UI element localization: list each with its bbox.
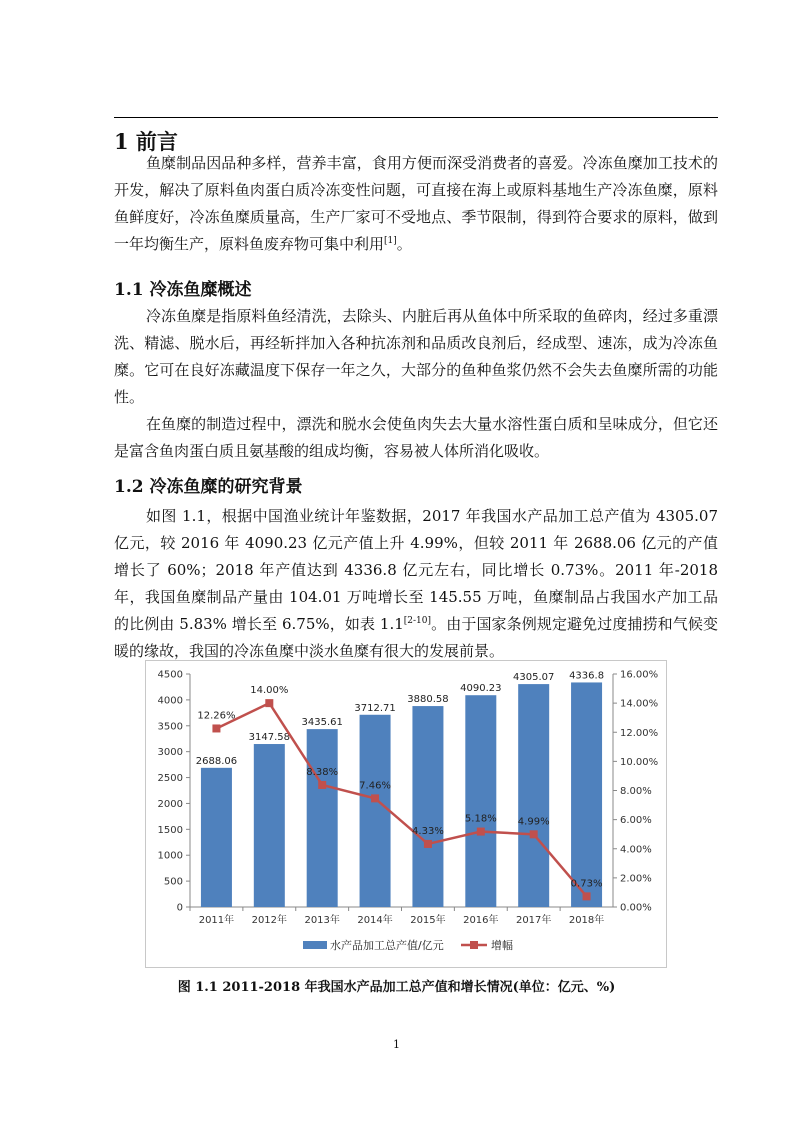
right-tick-label: 6.00% xyxy=(620,815,652,827)
legend-label-bar: 水产品加工总产值/亿元 xyxy=(330,939,444,952)
combo-chart xyxy=(146,661,666,967)
left-tick-label: 1500 xyxy=(157,824,183,836)
legend-swatch-marker xyxy=(470,941,478,949)
growth-marker xyxy=(530,830,538,838)
bar-value-label: 3435.61 xyxy=(301,717,343,729)
background-text-end: 。由于国家条例规定避免过度捕捞和气候变暖的缘故，我国的冷冻鱼糜中淡水鱼糜有很大的发展前景。 xyxy=(114,615,718,660)
background-text: 如图 1.1，根据中国渔业统计年鉴数据，2017 年我国水产品加工总产值为 4305.07 亿元，较 2016 年 4090.23 亿元产值上升 4.99%，但较 2011 年 2688.06 亿元的产值增长了 60%；2018 年产值达到 4336.8 亿元左右，同比增长 0.73%。2011 年-2018 年，我国鱼糜制品产量由 104.01 万吨增长至 145.55 万吨，鱼糜制品占我国水产加工品的比例由 5.83% 增长至 6.75%，如表 1.1 xyxy=(114,507,718,633)
bar xyxy=(412,706,443,907)
growth-marker xyxy=(583,892,591,900)
right-tick-label: 4.00% xyxy=(620,844,652,856)
background-paragraph xyxy=(114,503,718,665)
x-tick-label: 2012年 xyxy=(251,915,288,926)
growth-value-label: 12.26% xyxy=(197,710,236,722)
growth-marker xyxy=(371,794,379,802)
growth-value-label: 8.38% xyxy=(306,766,339,778)
overview-paragraph-1: 冷冻鱼糜是指原料鱼经清洗，去除头、内脏后再从鱼体中所采取的鱼碎肉，经过多重漂洗、精滤、脱水后，再经斩拌加入各种抗冻剂和品质改良剂后，经成型、速冻，成为冷冻鱼糜。它可在良好冻藏温度下保存一年之久，大部分的鱼种鱼浆仍然不会失去鱼糜所需的功能性。 xyxy=(114,307,718,406)
x-tick-label: 2014年 xyxy=(357,915,393,926)
header-rule xyxy=(114,117,718,118)
legend-label-line: 增幅 xyxy=(491,939,513,952)
intro-text: 鱼糜制品因品种多样，营养丰富，食用方便而深受消费者的喜爱。冷冻鱼糜加工技术的开发，解决了原料鱼肉蛋白质冷冻变性问题，可直接在海上或原料基地生产冷冻鱼糜，原料鱼鲜度好，冷冻鱼糜质量高，生产厂家可不受地点、季节限制，得到符合要求的原料，做到一年均衡生产，原料鱼废弃物可集中利用 xyxy=(114,154,718,253)
section-heading-1: 1 前言 xyxy=(114,129,178,154)
right-tick-label: 8.00% xyxy=(620,786,652,797)
x-tick-label: 2015年 xyxy=(410,915,446,926)
left-tick-label: 2000 xyxy=(157,798,183,810)
bar-value-label: 3880.58 xyxy=(407,694,449,706)
right-tick-label: 14.00% xyxy=(620,698,659,710)
bar-value-label: 4090.23 xyxy=(460,683,502,695)
right-tick-label: 12.00% xyxy=(620,727,659,739)
bar-value-label: 4305.07 xyxy=(513,672,555,684)
bar xyxy=(465,695,496,907)
right-tick-label: 0.00% xyxy=(620,902,652,914)
intro-text-end: 。 xyxy=(396,235,412,253)
bar xyxy=(518,684,549,907)
growth-marker xyxy=(318,781,326,789)
x-tick-label: 2013年 xyxy=(304,915,340,926)
citation-ref: [1] xyxy=(384,236,397,246)
left-tick-label: 2500 xyxy=(157,773,183,785)
bar-value-label: 4336.8 xyxy=(569,670,605,682)
bar-value-label: 3147.58 xyxy=(248,732,290,744)
growth-marker xyxy=(265,699,273,707)
bar-value-label: 3712.71 xyxy=(354,702,396,714)
growth-marker xyxy=(477,828,485,836)
left-tick-label: 3000 xyxy=(157,747,183,759)
x-tick-label: 2016年 xyxy=(463,915,499,926)
left-tick-label: 3500 xyxy=(157,721,183,733)
left-tick-label: 1000 xyxy=(157,850,183,862)
page-number: 1 xyxy=(393,1038,400,1051)
bar xyxy=(307,729,338,907)
bar xyxy=(360,715,391,907)
bar xyxy=(254,744,285,907)
growth-value-label: 4.33% xyxy=(412,825,444,837)
growth-value-label: 5.18% xyxy=(464,813,497,825)
citation-ref: [2-10] xyxy=(403,616,432,626)
x-tick-label: 2017年 xyxy=(515,915,552,926)
legend-swatch-bar xyxy=(303,941,327,949)
growth-marker xyxy=(424,840,432,848)
growth-value-label: 14.00% xyxy=(250,685,289,697)
growth-marker xyxy=(212,724,220,732)
growth-value-label: 0.73% xyxy=(570,878,603,890)
x-tick-label: 2018年 xyxy=(568,915,605,926)
left-tick-label: 0 xyxy=(176,902,183,914)
left-tick-label: 4000 xyxy=(157,695,183,707)
right-tick-label: 2.00% xyxy=(620,873,652,885)
x-tick-label: 2011年 xyxy=(198,915,235,926)
right-tick-label: 10.00% xyxy=(620,756,659,768)
bar-value-label: 2688.06 xyxy=(195,755,238,767)
growth-value-label: 7.46% xyxy=(359,780,391,792)
growth-value-label: 4.99% xyxy=(517,816,550,828)
figure-caption: 图 1.1 2011-2018 年我国水产品加工总产值和增长情况(单位：亿元、%) xyxy=(177,980,616,995)
left-tick-label: 4500 xyxy=(157,669,183,681)
bar xyxy=(571,682,602,907)
left-tick-label: 500 xyxy=(163,876,183,888)
right-tick-label: 16.00% xyxy=(620,669,659,681)
section-heading-1-1: 1.1 冷冻鱼糜概述 xyxy=(114,280,252,300)
intro-paragraph xyxy=(114,150,718,258)
bar xyxy=(201,768,232,907)
figure-1-1 xyxy=(145,660,667,968)
section-heading-1-2: 1.2 冷冻鱼糜的研究背景 xyxy=(114,477,303,497)
overview-paragraph-2: 在鱼糜的制造过程中，漂洗和脱水会使鱼肉失去大量水溶性蛋白质和呈味成分，但它还是富含鱼肉蛋白质且氨基酸的组成均衡，容易被人体所消化吸收。 xyxy=(114,415,718,460)
